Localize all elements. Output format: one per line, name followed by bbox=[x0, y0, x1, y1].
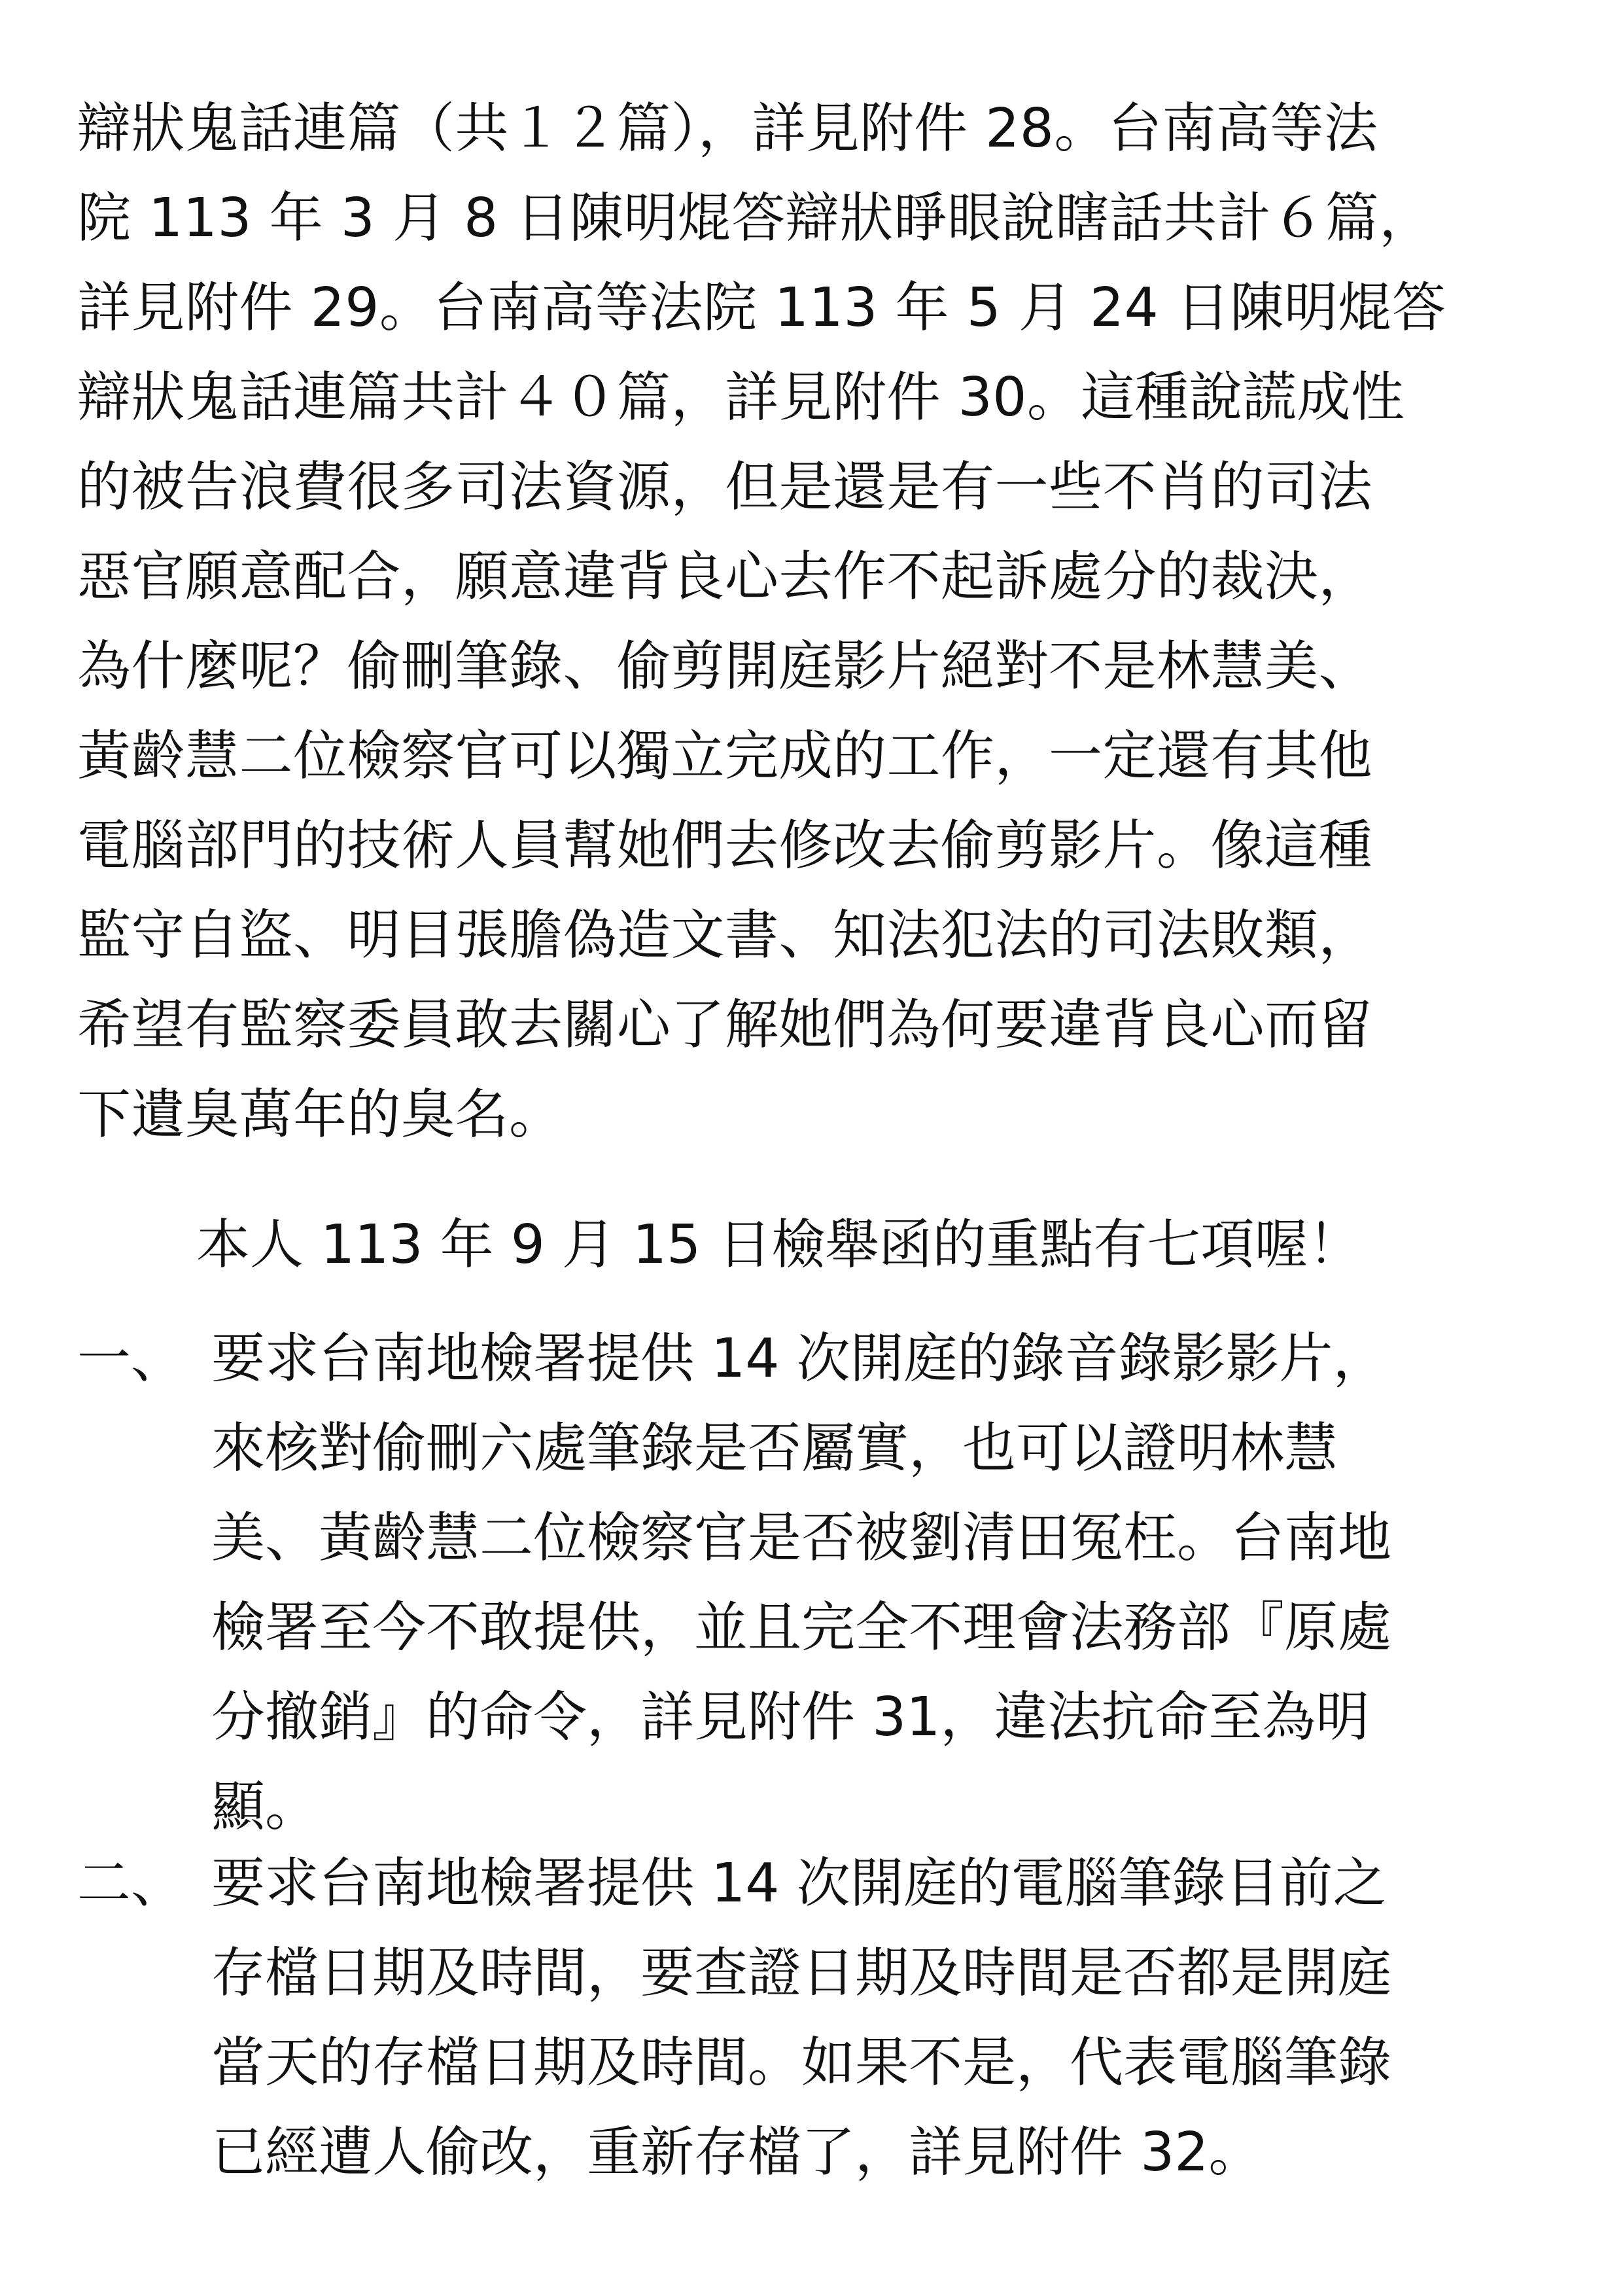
list-item-text: 要求台南地檢署提供 14 次開庭的電腦筆錄目前之 存檔日期及時間，要查證日期及時間是否都是開庭 當天的存檔日期及時間。如果不是，代表電腦筆錄 已經遭人偷改，重新存檔了，詳見附件 32。 bbox=[211, 1852, 1392, 2183]
intro-paragraph: 辯狀鬼話連篇（共１２篇），詳見附件 28。台南高等法 院 113 年 3 月 8 日陳明焜答辯狀睜眼說瞎話共計６篇， 詳見附件 29。台南高等法院 113 年 5 月 24 日陳明焜答 辯狀鬼話連篇共計４０篇，詳見附件 30。這種說謊成性 的被告浪費很多司法資源，但是還是有一些不肖的司法 惡官願意配合，願意違背良心去作不起訴處分的裁決， 為什麼呢？偷刪筆錄、偷剪開庭影片絕對不是林慧美、 黃齡慧二位檢察官可以獨立完成的工作，一定還有其他 電腦部門的技術人員幫她們去修改去偷剪影片。像這種 監守自盜、明目張膽偽造文書、知法犯法的司法敗類， 希望有監察委員敢去關心了解她們為何要違背良心而留 下遺臭萬年的臭名。 bbox=[77, 97, 1446, 1146]
list-item-marker: 一、 bbox=[77, 1328, 185, 1390]
section-heading: 本人 113 年 9 月 15 日檢舉函的重點有七項喔！ bbox=[196, 1214, 1362, 1276]
list-item-marker: 二、 bbox=[77, 1852, 185, 1915]
list-item-text: 要求台南地檢署提供 14 次開庭的錄音錄影影片， 來核對偷刪六處筆錄是否屬實，也可以證明林慧 美、黃齡慧二位檢察官是否被劉清田冤枉。台南地 檢署至今不敢提供，並且完全不理會法務部『原處 分撤銷』的命令，詳見附件 31，違法抗命至為明 顯。 bbox=[211, 1328, 1392, 1838]
